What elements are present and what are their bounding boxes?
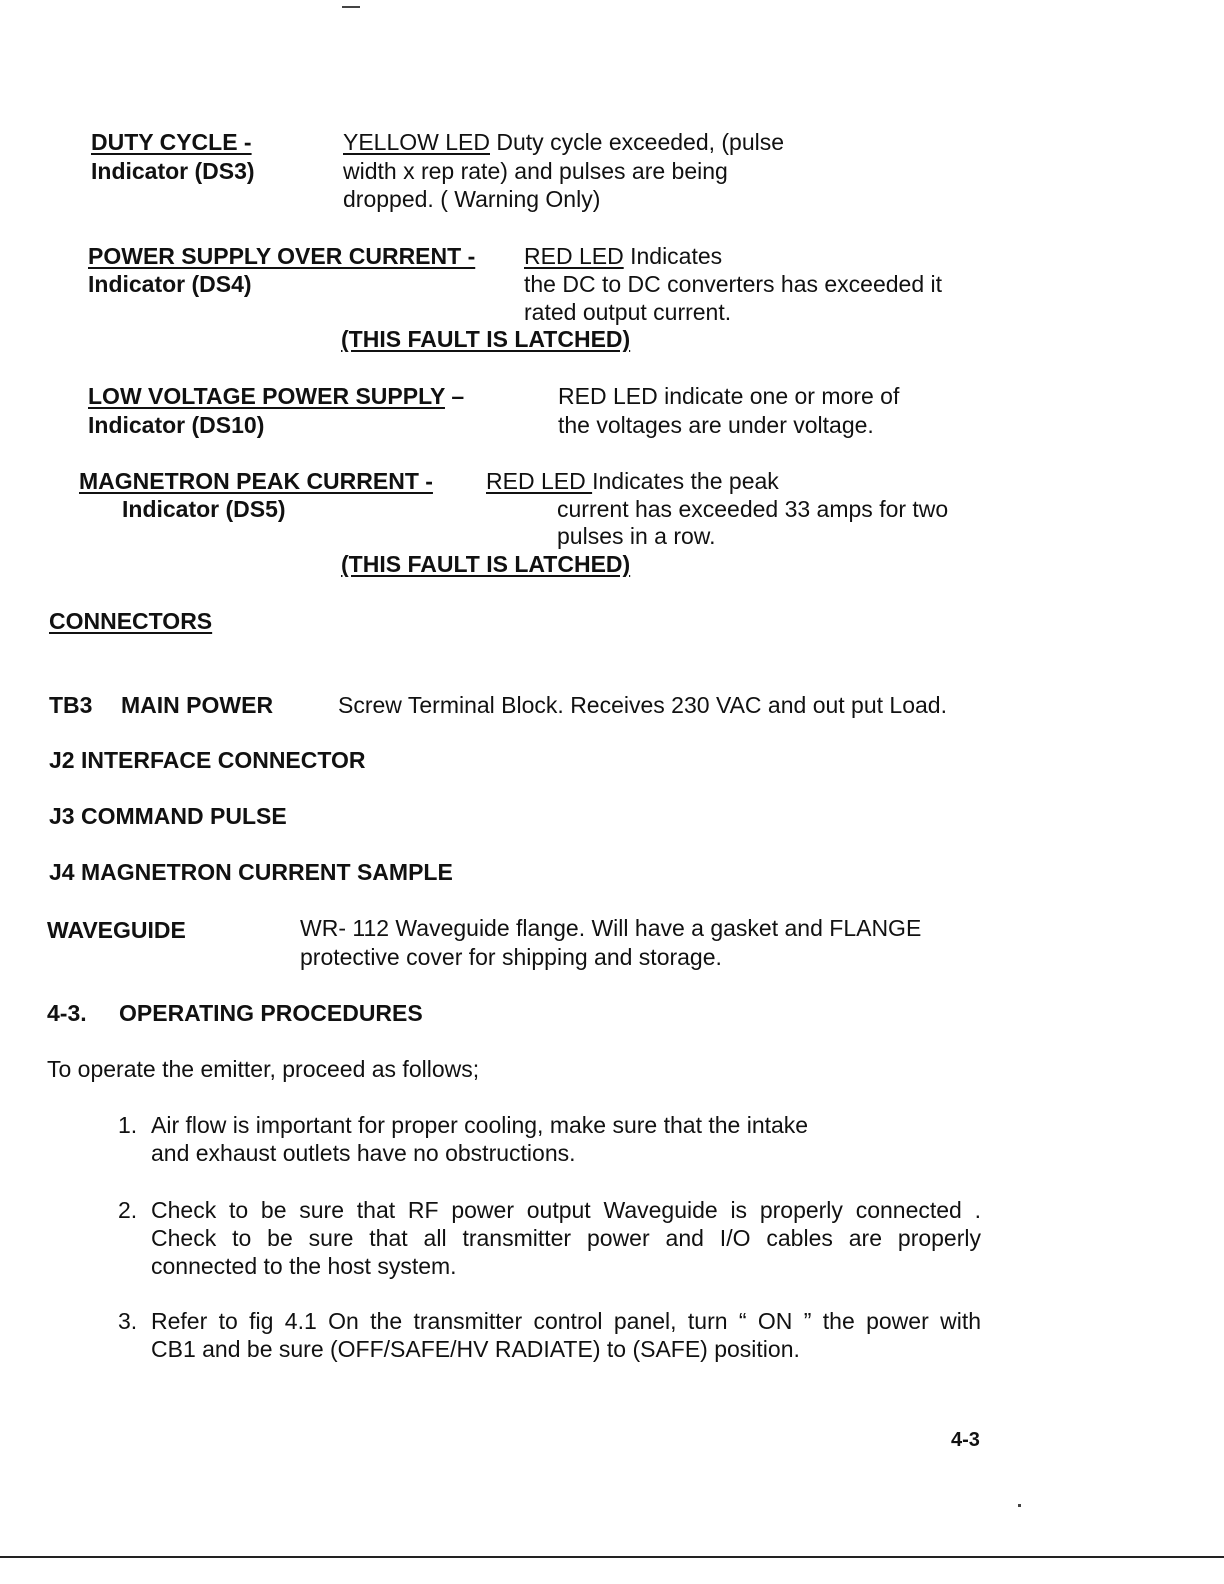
- magnetron-peak-indicator: Indicator (DS5): [122, 496, 286, 522]
- ps-over-current-title: POWER SUPPLY OVER CURRENT -: [88, 243, 476, 269]
- step-3-line-1: Refer to fig 4.1 On the transmitter control panel, turn “ ON ” the power with: [151, 1308, 981, 1334]
- low-voltage-indicator: Indicator (DS10): [88, 412, 265, 438]
- section-title: OPERATING PROCEDURES: [119, 1000, 423, 1026]
- magnetron-peak-desc-line-1: [486, 467, 779, 495]
- step-1-line-2: and exhaust outlets have no obstructions.: [151, 1140, 576, 1166]
- low-voltage-desc-line-2: the voltages are under voltage.: [558, 412, 874, 438]
- duty-cycle-desc-line-3: dropped. ( Warning Only): [343, 186, 601, 212]
- scan-mark-dot: [1018, 1504, 1021, 1507]
- magnetron-peak-desc-line-2: current has exceeded 33 amps for two: [557, 496, 949, 522]
- duty-cycle-title: DUTY CYCLE -: [91, 129, 252, 155]
- duty-cycle-indicator: Indicator (DS3): [91, 158, 255, 184]
- step-2-line-3: connected to the host system.: [151, 1253, 457, 1279]
- connectors-heading: CONNECTORS: [49, 608, 213, 634]
- duty-cycle-led: YELLOW LED: [343, 129, 490, 155]
- step-1-line-1: Air flow is important for proper cooling, make sure that the intake: [151, 1112, 809, 1138]
- section-intro: To operate the emitter, proceed as follows;: [47, 1056, 480, 1082]
- duty-cycle-desc-text: Duty cycle exceeded, (pulse: [496, 129, 785, 155]
- step-3-line-2: CB1 and be sure (OFF/SAFE/HV RADIATE) to (SAFE) position.: [151, 1336, 800, 1362]
- ps-over-current-desc-text: Indicates: [630, 243, 723, 269]
- low-voltage-desc-line-1: RED LED indicate one or more of: [558, 383, 900, 409]
- magnetron-peak-desc-text: Indicates the peak: [592, 468, 779, 494]
- ps-over-current-desc-line-2: the DC to DC converters has exceeded it: [524, 271, 943, 297]
- ps-over-current-desc-line-3: rated output current.: [524, 299, 732, 325]
- j3-label: J3 COMMAND PULSE: [49, 803, 287, 829]
- waveguide-label: WAVEGUIDE: [47, 917, 186, 943]
- low-voltage-title-line: [88, 382, 464, 410]
- step-1-number: 1.: [118, 1112, 138, 1138]
- ps-over-current-desc-line-1: [524, 242, 722, 270]
- step-3-number: 3.: [118, 1308, 138, 1334]
- tb3-id: TB3: [49, 692, 93, 718]
- section-number: 4-3.: [47, 1000, 87, 1026]
- step-2-line-1: Check to be sure that RF power output Waveguide is properly connected .: [151, 1197, 981, 1223]
- j2-label: J2 INTERFACE CONNECTOR: [49, 747, 366, 773]
- step-2-number: 2.: [118, 1197, 138, 1223]
- magnetron-peak-latched: (THIS FAULT IS LATCHED): [341, 551, 631, 577]
- magnetron-peak-desc-line-3: pulses in a row.: [557, 523, 716, 549]
- magnetron-peak-led: RED LED: [486, 468, 593, 494]
- ps-over-current-led: RED LED: [524, 243, 624, 269]
- waveguide-desc-line-1: WR- 112 Waveguide flange. Will have a gasket and FLANGE: [300, 915, 922, 941]
- duty-cycle-desc-line-2: width x rep rate) and pulses are being: [343, 158, 728, 184]
- waveguide-desc-line-2: protective cover for shipping and storage.: [300, 944, 722, 970]
- ps-over-current-latched: (THIS FAULT IS LATCHED): [341, 326, 631, 352]
- ps-over-current-indicator: Indicator (DS4): [88, 271, 252, 297]
- magnetron-peak-title: MAGNETRON PEAK CURRENT -: [79, 468, 433, 494]
- bottom-rule: [0, 1556, 1224, 1558]
- step-2-line-2: Check to be sure that all transmitter power and I/O cables are properly: [151, 1225, 981, 1251]
- tb3-name: MAIN POWER: [121, 692, 274, 718]
- low-voltage-dash: –: [451, 383, 465, 409]
- low-voltage-title: LOW VOLTAGE POWER SUPPLY: [88, 383, 445, 409]
- page-number: 4-3: [951, 1429, 980, 1451]
- duty-cycle-desc-line-1: [343, 128, 784, 156]
- j4-label: J4 MAGNETRON CURRENT SAMPLE: [49, 859, 453, 885]
- scan-mark-top: [342, 6, 360, 8]
- tb3-desc: Screw Terminal Block. Receives 230 VAC and out put Load.: [338, 692, 947, 718]
